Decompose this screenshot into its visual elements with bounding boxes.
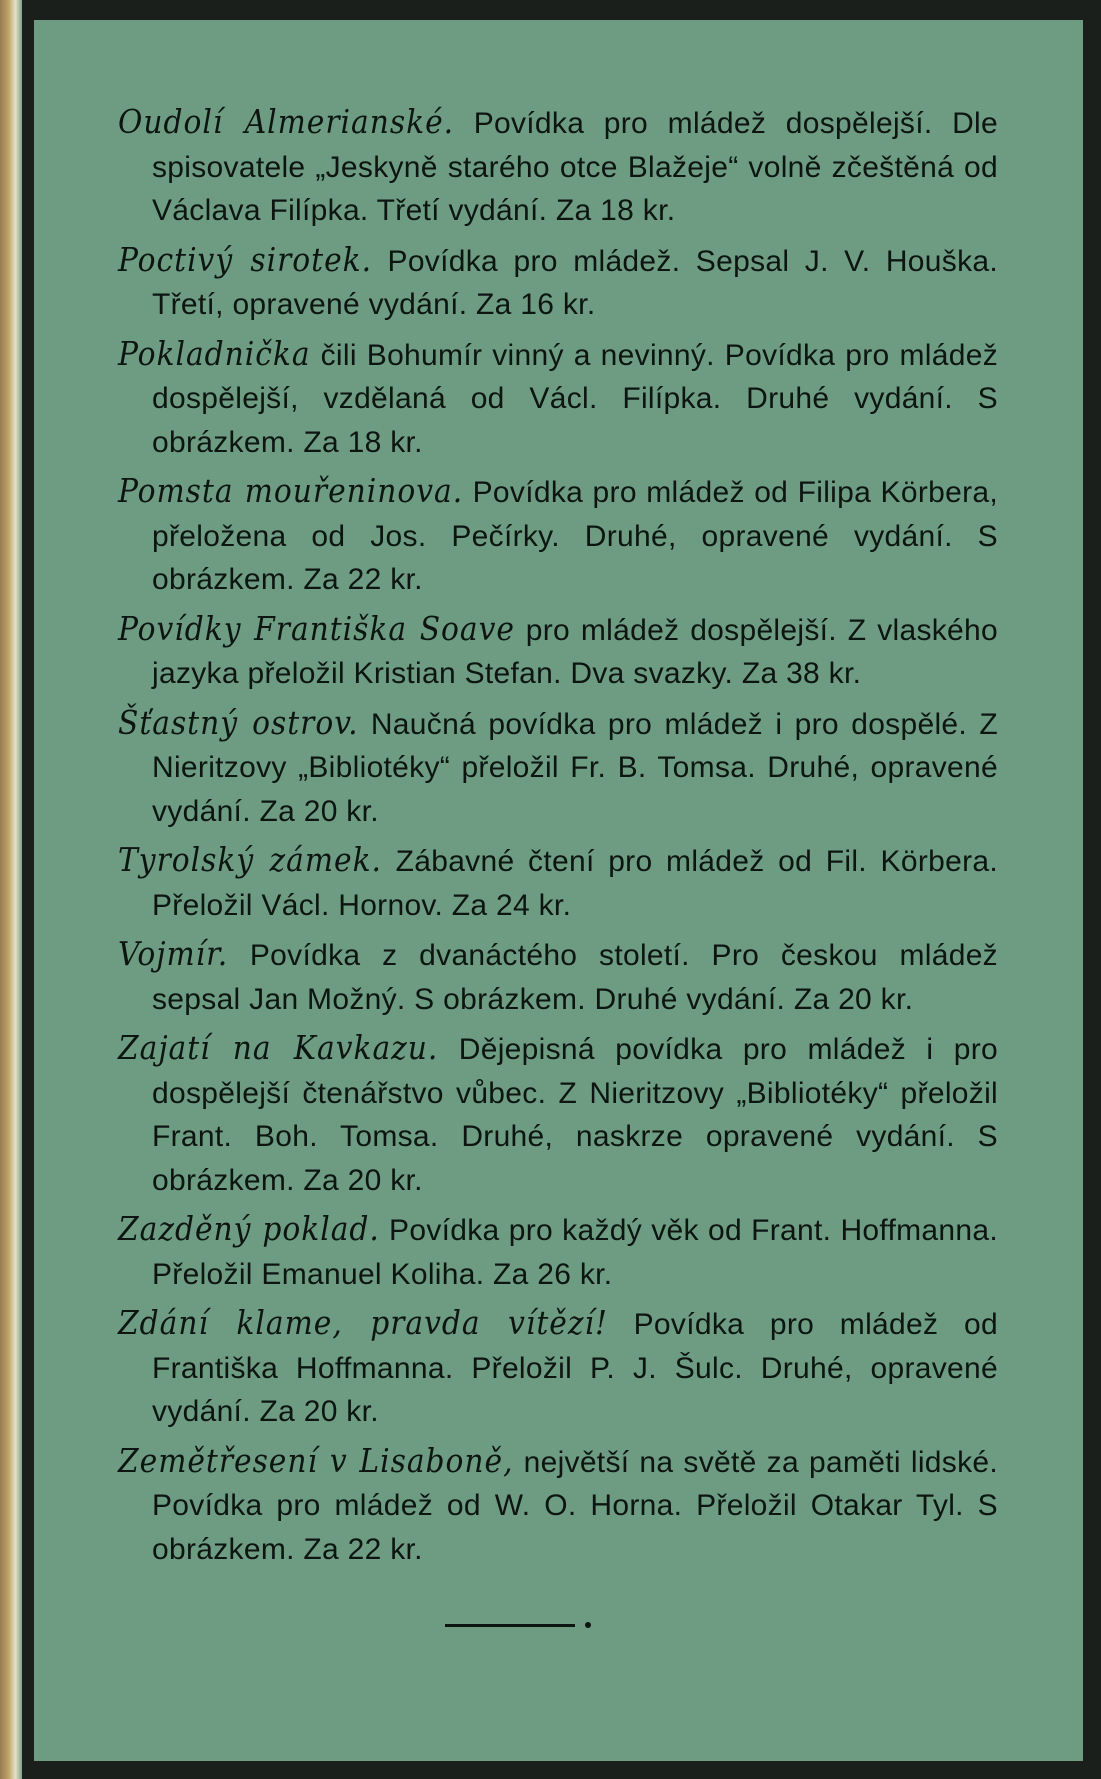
book-title: Oudolí Almerianské. <box>118 102 455 141</box>
book-entry-vojmir <box>118 932 998 1021</box>
book-title: Zemětřesení v Lisaboně, <box>118 1440 514 1480</box>
book-list <box>118 100 998 1576</box>
book-entry-pokladnicka <box>118 332 998 465</box>
book-entry-oudoli-almerianske <box>118 100 998 233</box>
book-description: Naučná povídka pro mládež i pro dospělé. Z Nieritzovy „Bibliotéky“ přeložil Fr. B. Tomsa. Druhé, opravené vydání. Za 20 kr. <box>152 707 998 828</box>
book-title: Zazděný poklad. <box>118 1209 380 1248</box>
book-entry-zazdeny-poklad <box>118 1207 998 1296</box>
book-entry-stastny-ostrov <box>118 701 998 834</box>
book-description: Povídka pro každý věk od Frant. Hoffmanna. Přeložil Emanuel Koliha. Za 26 kr. <box>152 1214 999 1291</box>
book-title: Zdání klame, pravda vítězí! <box>118 1303 608 1342</box>
book-description: Povídka pro mládež od Filipa Körbera, přeložena od Jos. Pečírky. Druhé, opravené vydání. S obrázkem. Za 22 kr. <box>152 476 999 596</box>
book-entry-pomsta-mourieninova <box>118 469 998 602</box>
book-title: Šťastný ostrov. <box>118 702 359 742</box>
book-description: Dějepisná povídka pro mládež i pro dospělejší čtenářstvo vůbec. Z Nieritzovy „Bibliotéky“ přeložil Frant. Boh. Tomsa. Druhé, naskrze opravené vydání. S obrázkem. Za 20 kr. <box>152 1033 998 1197</box>
book-title: Tyrolský zámek. <box>118 840 382 879</box>
book-description: Zábavné čtení pro mládež od Fil. Körbera. Přeložil Václ. Hornov. Za 24 kr. <box>152 845 998 922</box>
book-entry-zajati-na-kavkazu <box>118 1026 998 1202</box>
book-title: Vojmír. <box>118 934 229 973</box>
book-title: Zajatí na Kavkazu. <box>118 1028 439 1067</box>
book-title: Poctivý sirotek. <box>118 239 373 279</box>
scan-border-top <box>22 0 1101 20</box>
scan-border-right <box>1083 0 1101 1779</box>
closing-rule <box>445 1624 575 1627</box>
book-description: čili Bohumír vinný a nevinný. Povídka pro mládež dospělejší, vzdělaná od Václ. Filípka. Druhé vydání. S obrázkem. Za 18 kr. <box>152 338 999 459</box>
scan-border-bottom <box>22 1761 1101 1779</box>
book-entry-zdani-klame <box>118 1301 998 1434</box>
book-description: největší na světě za paměti lidské. Povídka pro mládež od W. O. Horna. Přeložil Otakar Tyl. S obrázkem. Za 22 kr. <box>152 1445 998 1566</box>
book-title: Pomsta mouřeninova. <box>118 471 464 510</box>
book-description: Povídka pro mládež dospělejší. Dle spisovatele „Jeskyně starého otce Blažeje“ volně zčeštěná od Václava Filípka. Třetí vydání. Za 18 kr. <box>152 107 998 227</box>
book-entry-tyrolsky-zamek <box>118 838 998 927</box>
scan-shadow-left <box>22 0 34 1779</box>
book-description: Povídka pro mládež od Františka Hoffmanna. Přeložil P. J. Šulc. Druhé, opravené vydání. Za 20 kr. <box>152 1308 998 1428</box>
closing-rule-dot <box>585 1622 591 1628</box>
book-description: pro mládež dospělejší. Z vlaského jazyka přeložil Kristian Stefan. Dva svazky. Za 38 kr. <box>152 613 998 690</box>
binding-edge <box>0 0 22 1779</box>
book-entry-poctivy-sirotek <box>118 238 998 327</box>
book-entry-zemetreseni-v-lisabone <box>118 1439 998 1572</box>
book-title: Povídky Františka Soave <box>118 608 515 648</box>
book-title: Pokladnička <box>118 333 311 373</box>
book-description: Povídka pro mládež. Sepsal J. V. Houška. Třetí, opravené vydání. Za 16 kr. <box>152 244 998 321</box>
book-entry-povidky-frantiska-soave <box>118 607 998 696</box>
book-description: Povídka z dvanáctého století. Pro českou mládež sepsal Jan Možný. S obrázkem. Druhé vydání. Za 20 kr. <box>152 939 998 1016</box>
